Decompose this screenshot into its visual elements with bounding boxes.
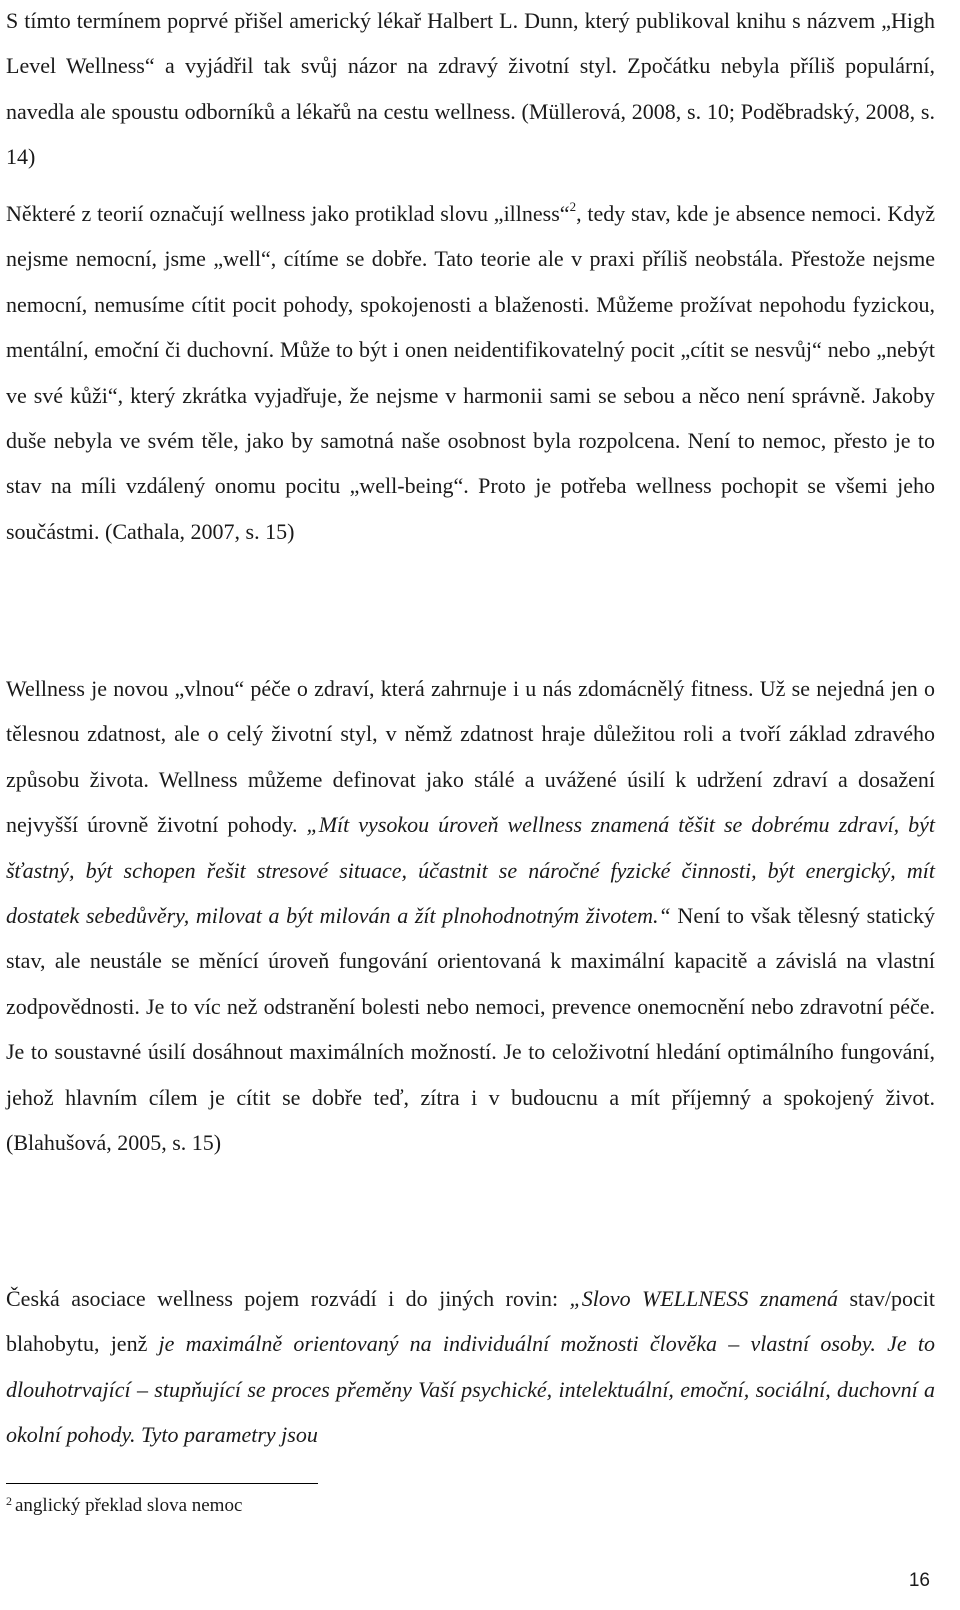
association-quote-end: je maximálně orientovaný na individuální možnosti člověka – vlastní osoby. Je to dlouhotrvající – stupňující se proces přeměny Vaší psychické, intelektuální, emoční, sociální, duchovní a okolní pohody. Tyto parametry jsou — [6, 1331, 935, 1448]
footnote — [6, 1495, 242, 1517]
paragraph-illness-theory-text-start: Některé z teorií označují wellness jako protiklad slovu „illness“ — [6, 201, 570, 226]
paragraph-illness-theory — [6, 191, 935, 554]
association-quote-start: „Slovo WELLNESS znamená — [569, 1286, 839, 1311]
footnote-text: anglický překlad slova nemoc — [15, 1495, 243, 1516]
footnote-reference[interactable]: 2 — [569, 198, 577, 214]
paragraph-illness-theory-text-end: , tedy stav, kde je absence nemoci. Když nejsme nemocní, jsme „well“, cítíme se dobře. Tato teorie ale v praxi příliš neobstála. Přestože nejsme nemocní, nemusíme cítit pocit pohody, spokojenosti a blaženosti. Můžeme prožívat nepohodu fyzickou, mentální, emoční či duchovní. Může to být i onen neidentifikovatelný pocit „cítit se nesvůj“ nebo „nebýt ve své kůži“, který zkrátka vyjadřuje, že nejsme v harmonii sami se sebou a něco není správně. Jakoby duše nebyla ve svém těle, jako by samotná naše osobnost byla rozpolcena. Není to nemoc, přesto je to stav na míli vzdálený onomu pocitu „well-being“. Proto je potřeba wellness pochopit se všemi jeho součástmi. (Cathala, 2007, s. 15) — [6, 201, 936, 544]
paragraph-czech-association-text-start: Česká asociace wellness pojem rozvádí i do jiných rovin: — [6, 1286, 570, 1311]
page-number: 16 — [908, 1570, 930, 1591]
footnote-number: 2 — [6, 1494, 12, 1508]
paragraph-czech-association — [6, 1276, 935, 1458]
paragraph-wellness-definition-text-start: Wellness je novou „vlnou“ péče o zdraví, která zahrnuje i u nás zdomácnělý fitness. Už se nejedná jen o tělesnou zdatnost, ale o celý životní styl, v němž zdatnost hraje důležitou roli a tvoří základ zdravého způsobu života. Wellness můžeme definovat jako stálé a uvážené úsilí k udržení zdraví a dosažení nejvyšší úrovně životní pohody. — [6, 676, 935, 838]
wellness-quote: „Mít vysokou úroveň wellness znamená těšit se dobrému zdraví, být šťastný, být schopen řešit stresové situace, účastnit se náročné fyzické činnosti, být energický, mít dostatek sebedůvěry, milovat a být milován a žít plnohodnotným životem.“ — [6, 812, 935, 929]
paragraph-wellness-definition-text-end: Není to však tělesný statický stav, ale neustále se měnící úroveň fungování orientovaná k maximální kapacitě a závislá na vlastní zodpovědnosti. Je to víc než odstranění bolesti nebo nemoci, prevence onemocnění nebo zdravotní péče. Je to soustavné úsilí dosáhnout maximálních možností. Je to celoživotní hledání optimálního fungování, jehož hlavním cílem je cítit se dobře teď, zítra i v budoucnu a mít příjemný a spokojený život. (Blahušová, 2005, s. 15) — [6, 903, 935, 1156]
paragraph-history-text: S tímto termínem poprvé přišel americký lékař Halbert L. Dunn, který publikoval knihu s názvem „High Level Wellness“ a vyjádřil tak svůj názor na zdravý životní styl. Zpočátku nebyla příliš populární, navedla ale spoustu odborníků a lékařů na cestu wellness. (Müllerová, 2008, s. 10; Poděbradský, 2008, s. 14) — [6, 8, 935, 170]
footnote-divider — [6, 1483, 318, 1484]
paragraph-wellness-definition — [6, 666, 935, 1165]
paragraph-czech-association-text-mid: stav/pocit blahobytu, jenž — [6, 1286, 935, 1357]
paragraph-history — [6, 0, 935, 180]
